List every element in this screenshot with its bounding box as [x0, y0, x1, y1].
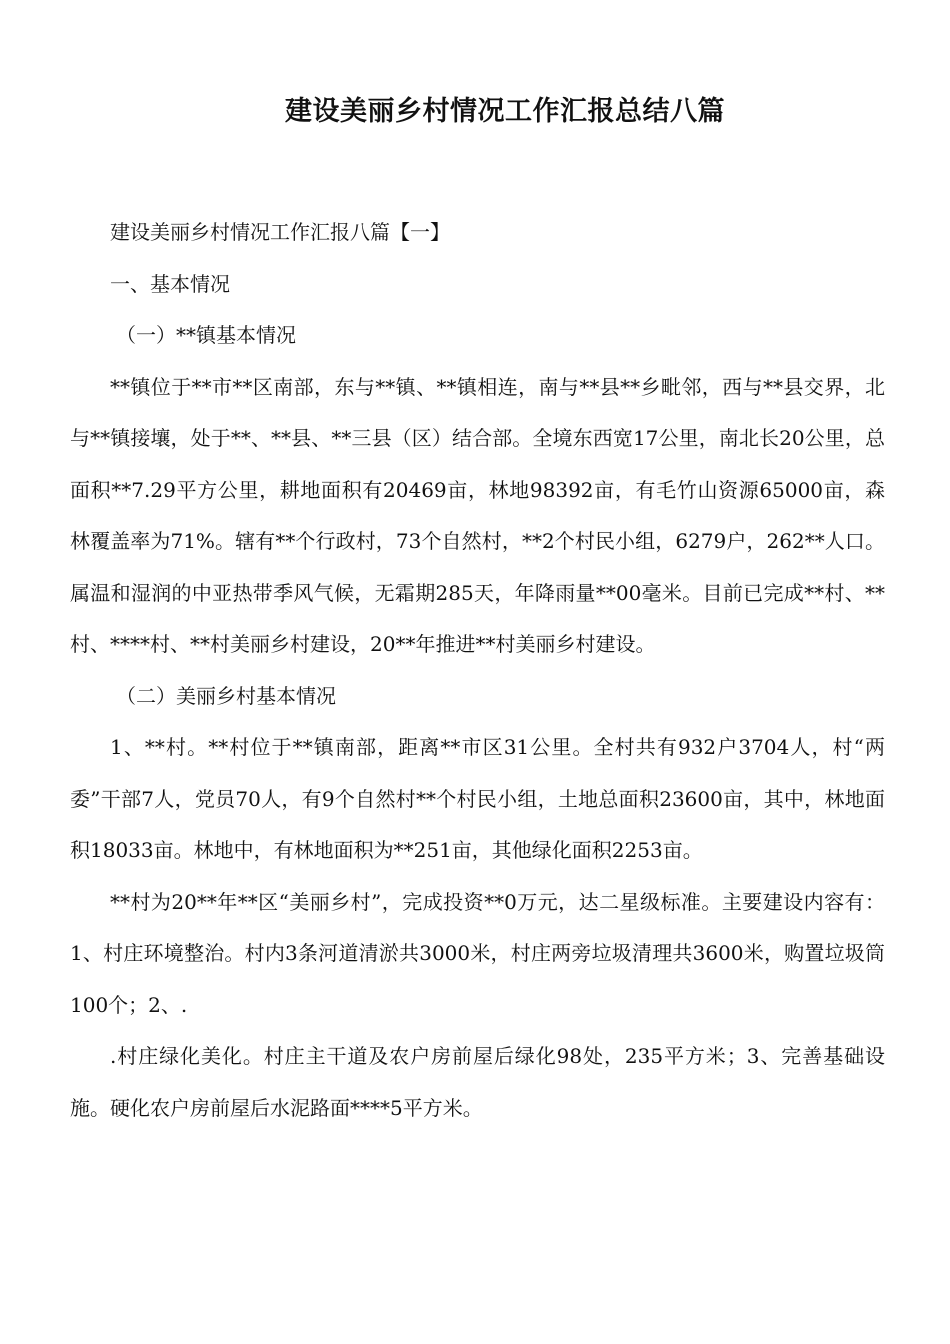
section-heading: 建设美丽乡村情况工作汇报八篇【一】 [110, 220, 450, 244]
subheading-town-situation: （一）**镇基本情况 [116, 323, 296, 347]
paragraph-village-1: 1、**村。**村位于**镇南部，距离**市区31公里。全村共有932户3704人，村“两委”干部7人，党员70人，有9个自然村**个村民小组，土地总面积23600亩，其中，林地面积18033亩。林地中，有林地面积为**251亩，其他绿化面积2253亩。 [70, 735, 885, 862]
heading-basic-situation: 一、基本情况 [110, 271, 230, 296]
paragraph-town-overview: **镇位于**市**区南部，东与**镇、**镇相连，南与**县**乡毗邻，西与**县交界，北与**镇接壤，处于**、**县、**三县（区）结合部。全境东西宽17公里，南北长20公里，总面积**7.29平方公里，耕地面积有20469亩，林地98392亩，有毛竹山资源65000亩，森林覆盖率为71%。辖有**个行政村，73个自然村，**2个村民小组，6279户，262**人口。属温和湿润的中亚热带季风气候，无霜期285天，年降雨量**00毫米。目前已完成**村、**村、****村、**村美丽乡村建设，20**年推进**村美丽乡村建设。 [70, 374, 885, 656]
document-title: 建设美丽乡村情况工作汇报总结八篇 [285, 96, 725, 127]
paragraph-village-3: .村庄绿化美化。村庄主干道及农户房前屋后绿化98处，235平方米；3、完善基础设施。硬化农户房前屋后水泥路面****5平方米。 [70, 1044, 885, 1120]
paragraph-village-2: **村为20**年**区“美丽乡村”，完成投资**0万元，达二星级标准。主要建设内容有：1、村庄环境整治。村内3条河道清淤共3000米，村庄两旁垃圾清理共3600米，购置垃圾筒100个；2、. [70, 889, 885, 1017]
document-body [70, 207, 885, 1134]
subheading-village-situation: （二）美丽乡村基本情况 [116, 683, 336, 708]
